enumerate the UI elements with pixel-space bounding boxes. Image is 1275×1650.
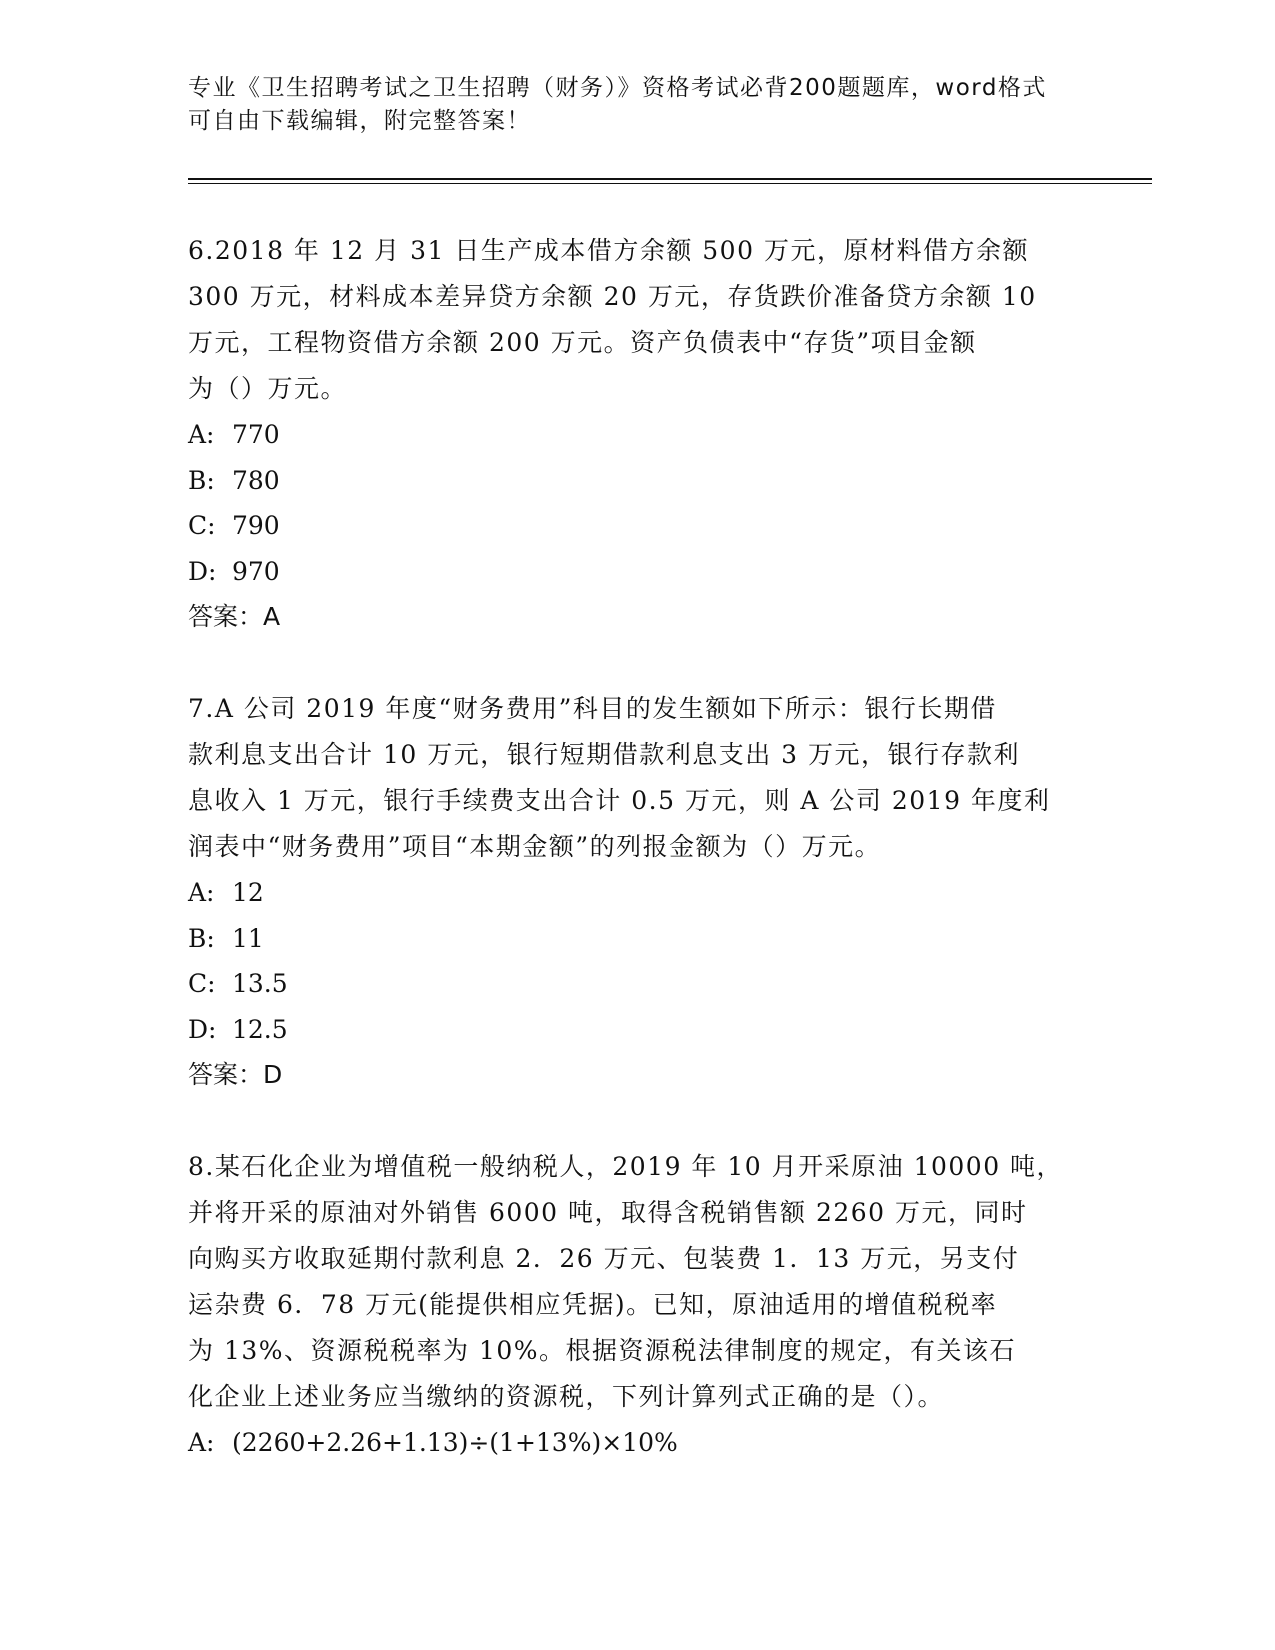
option-letter: A: — [188, 878, 215, 907]
option-letter: A: — [188, 420, 215, 449]
option-text: 780 — [232, 465, 280, 495]
question-stem-line: 运杂费 6．78 万元(能提供相应凭据)。已知，原油适用的增值税税率 — [188, 1290, 998, 1319]
option-text: 11 — [232, 923, 264, 953]
question-stem-line: 为 13%、资源税税率为 10%。根据资源税法律制度的规定，有关该石 — [188, 1336, 1017, 1365]
question-8 — [188, 1144, 1088, 1466]
question-stem-line: 8.某石化企业为增值税一般纳税人，2019 年 10 月开采原油 10000 吨， — [188, 1152, 1064, 1181]
option-letter: C: — [188, 969, 216, 998]
question-stem-line: 万元，工程物资借方余额 200 万元。资产负债表中“存货”项目金额 — [188, 328, 977, 357]
option-letter: A: — [188, 1428, 215, 1457]
header-title-line-2: 可自由下载编辑，附完整答案！ — [188, 108, 531, 134]
option-text: 13.5 — [232, 969, 288, 998]
question-7 — [188, 686, 1088, 1098]
option-d — [188, 1007, 1088, 1053]
answer-label: 答案：D — [188, 1060, 283, 1089]
header-divider-thick — [188, 178, 1152, 180]
question-stem-line: 为（）万元。 — [188, 374, 348, 403]
question-stem-line: 息收入 1 万元，银行手续费支出合计 0.5 万元，则 A 公司 2019 年度利 — [188, 786, 1051, 815]
question-stem-line: 款利息支出合计 10 万元，银行短期借款利息支出 3 万元，银行存款利 — [188, 740, 1021, 769]
question-stem-line: 300 万元，材料成本差异贷方余额 20 万元，存货跌价准备贷方余额 10 — [188, 282, 1037, 311]
option-c — [188, 503, 1088, 549]
option-a — [188, 870, 1088, 916]
option-d — [188, 549, 1088, 595]
option-c — [188, 961, 1088, 1007]
option-letter: D: — [188, 1014, 217, 1044]
option-text: 770 — [232, 420, 280, 449]
option-letter: B: — [188, 465, 215, 495]
question-list — [188, 228, 1088, 1512]
option-a — [188, 1420, 1088, 1466]
question-stem-line: 并将开采的原油对外销售 6000 吨，取得含税销售额 2260 万元，同时 — [188, 1198, 1028, 1227]
question-stem-line: 6.2018 年 12 月 31 日生产成本借方余额 500 万元，原材料借方余额 — [188, 236, 1029, 265]
option-text: 790 — [232, 511, 280, 540]
question-stem-line: 化企业上述业务应当缴纳的资源税，下列计算列式正确的是（）。 — [188, 1382, 945, 1411]
option-a — [188, 412, 1088, 458]
question-stem-line: 向购买方收取延期付款利息 2．26 万元、包装费 1．13 万元，另支付 — [188, 1244, 1020, 1273]
question-6 — [188, 228, 1088, 640]
option-b — [188, 916, 1088, 962]
option-b — [188, 458, 1088, 504]
question-stem-line: 润表中“财务费用”项目“本期金额”的列报金额为（）万元。 — [188, 832, 882, 861]
option-letter: C: — [188, 511, 216, 540]
option-text: (2260+2.26+1.13)÷(1+13%)×10% — [232, 1428, 678, 1457]
option-text: 12.5 — [232, 1014, 288, 1044]
answer-label: 答案：A — [188, 602, 281, 631]
option-text: 970 — [232, 556, 280, 586]
header-divider-thin — [188, 183, 1152, 184]
option-letter: D: — [188, 556, 217, 586]
option-text: 12 — [232, 878, 264, 907]
header-title-line-1: 专业《卫生招聘考试之卫生招聘（财务）》资格考试必背200题题库，word格式 — [188, 75, 1047, 101]
document-header — [188, 72, 1088, 138]
question-stem-line: 7.A 公司 2019 年度“财务费用”科目的发生额如下所示：银行长期借 — [188, 694, 997, 723]
option-letter: B: — [188, 923, 215, 953]
